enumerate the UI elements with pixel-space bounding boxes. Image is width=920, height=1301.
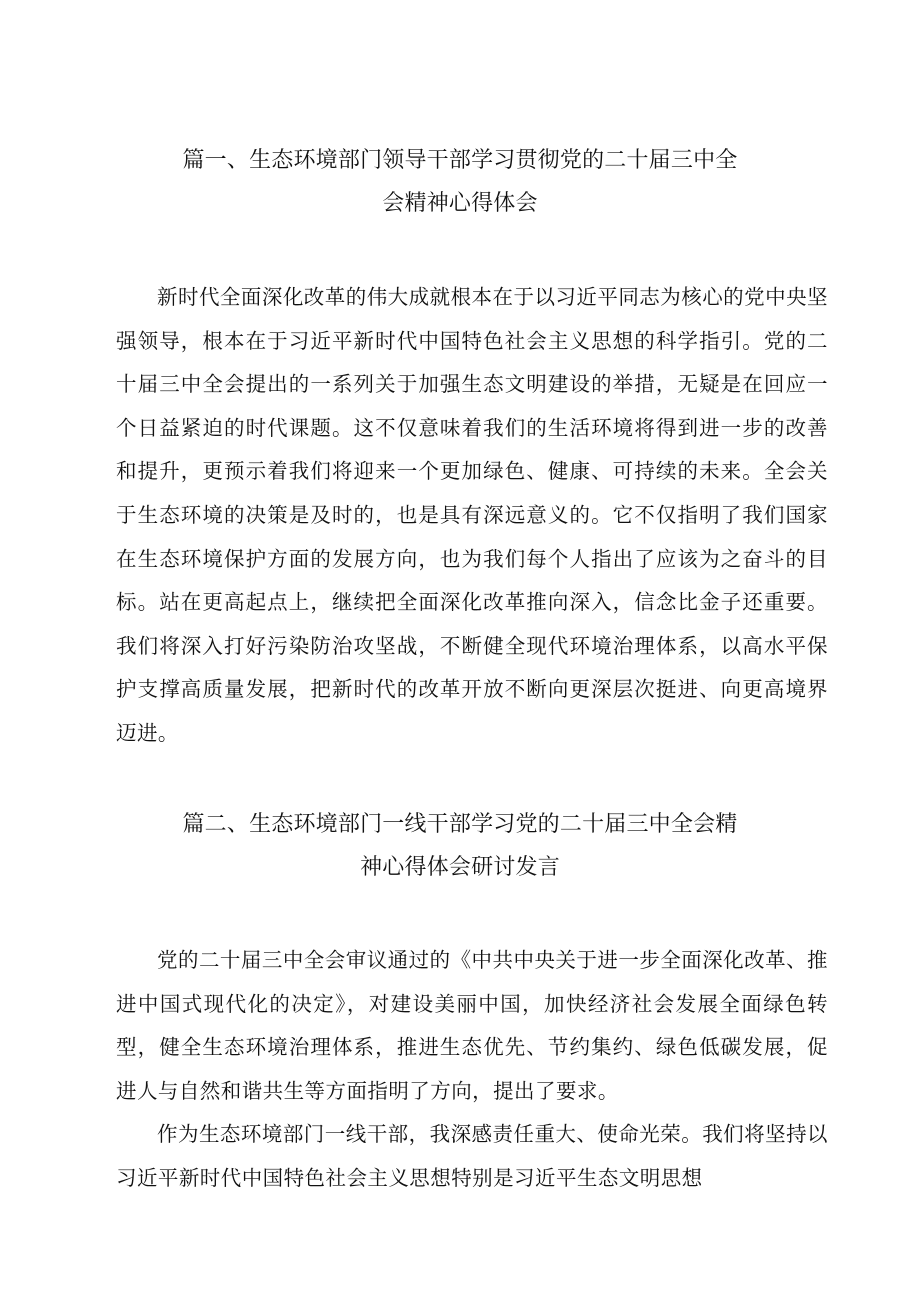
section-2-title [0, 803, 920, 889]
section-2-paragraph-1: 党的二十届三中全会审议通过的《中共中央关于进一步全面深化改革、推进中国式现代化的决定》，对建设美丽中国，加快经济社会发展全面绿色转型，健全生态环境治理体系，推进生态优先、节约集约、绿色低碳发展，促进人与自然和谐共生等方面指明了方向，提出了要求。 [116, 948, 828, 1103]
section-1-body [116, 276, 828, 756]
section-2-title-line-2: 神心得体会研讨发言 [360, 855, 560, 880]
section-1-title [0, 139, 920, 225]
section-1-title-line-2: 会精神心得体会 [382, 191, 538, 216]
section-2-body [116, 939, 828, 1201]
section-1-title-line-1: 篇一、生态环境部门领导干部学习贯彻党的二十届三中全 [182, 148, 738, 173]
section-1-paragraph-1: 新时代全面深化改革的伟大成就根本在于以习近平同志为核心的党中央坚强领导，根本在于习近平新时代中国特色社会主义思想的科学指引。党的二十届三中全会提出的一系列关于加强生态文明建设的举措，无疑是在回应一个日益紧迫的时代课题。这不仅意味着我们的生活环境将得到进一步的改善和提升，更预示着我们将迎来一个更加绿色、健康、可持续的未来。全会关于生态环境的决策是及时的，也是具有深远意义的。它不仅指明了我们国家在生态环境保护方面的发展方向，也为我们每个人指出了应该为之奋斗的目标。站在更高起点上，继续把全面深化改革推向深入，信念比金子还重要。我们将深入打好污染防治攻坚战，不断健全现代环境治理体系，以高水平保护支撑高质量发展，把新时代的改革开放不断向更深层次挺进、向更高境界迈进。 [116, 285, 828, 745]
section-2-paragraph-2: 作为生态环境部门一线干部，我深感责任重大、使命光荣。我们将坚持以习近平新时代中国特色社会主义思想特别是习近平生态文明思想 [116, 1122, 828, 1190]
section-2-title-line-1: 篇二、生态环境部门一线干部学习党的二十届三中全会精 [182, 812, 738, 837]
